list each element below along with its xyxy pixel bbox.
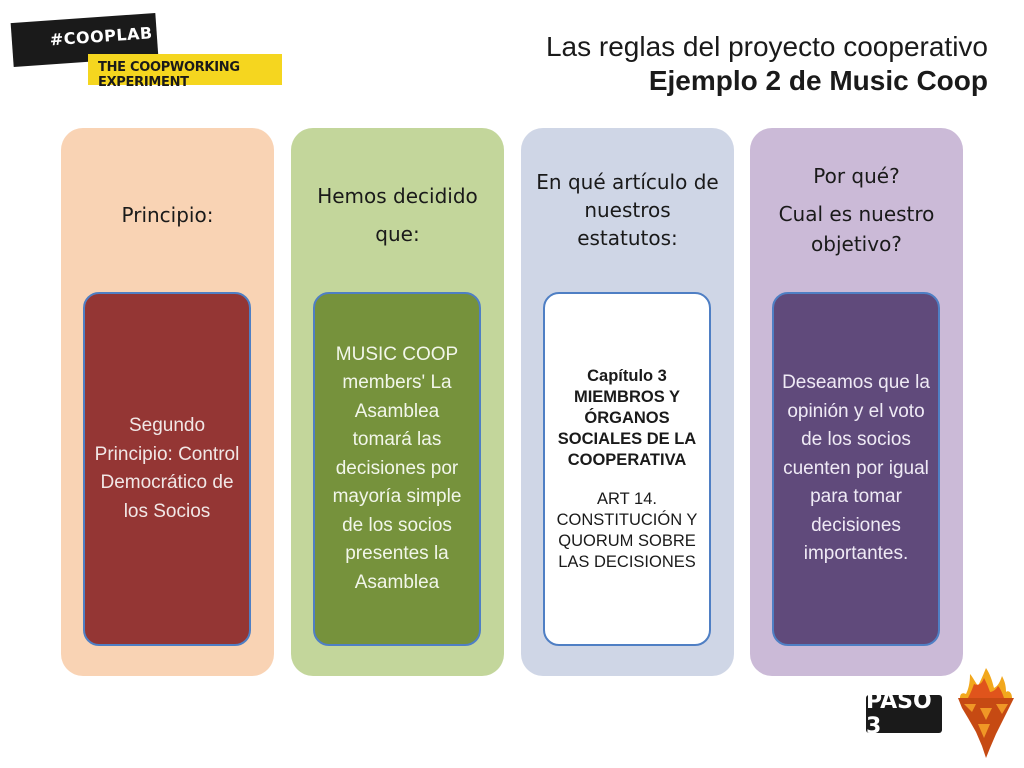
title-line-1: Las reglas del proyecto cooperativo <box>545 31 988 62</box>
column-heading <box>531 168 724 252</box>
floating-island-icon <box>956 664 1016 760</box>
title-line-2: Ejemplo 2 de Music Coop <box>648 65 988 96</box>
heading-line: En qué artículo de nuestros estatutos: <box>536 170 719 250</box>
column-body-box <box>772 292 940 646</box>
column-body-text: Deseamos que la opinión y el voto de los socios cuenten por igual para tomar decisiones importantes. <box>782 372 930 565</box>
heading-line: Por qué? <box>813 164 900 188</box>
column-body-text: Segundo Principio: Control Democrático de los Socios <box>94 415 240 522</box>
column-heading <box>756 161 957 259</box>
column-body-box <box>543 292 711 646</box>
chapter-text: Capítulo 3 MIEMBROS Y ÓRGANOS SOCIALES DE LA COOPERATIVA <box>557 366 697 469</box>
column-heading <box>297 177 498 253</box>
step-badge-label: PASO 3 <box>866 689 932 739</box>
column-body-box <box>83 292 251 646</box>
column-body-box <box>313 292 481 646</box>
logo-subtitle-box <box>88 54 282 90</box>
column-heading <box>67 200 268 230</box>
column-body-text: MUSIC COOP members' La Asamblea tomará las decisiones por mayoría simple de los socios presentes la Asamblea <box>332 343 462 593</box>
column-decision <box>291 128 504 676</box>
heading-line: Hemos decidido <box>317 184 478 208</box>
column-principio <box>61 128 274 676</box>
heading-line: que: <box>375 222 420 246</box>
step-badge <box>866 689 942 739</box>
column-objetivo <box>750 128 963 676</box>
article-text: ART 14. CONSTITUCIÓN Y QUORUM SOBRE LAS DECISIONES <box>556 489 698 571</box>
logo-tag: #COOPLAB <box>49 23 154 50</box>
heading-line: Cual es nuestro objetivo? <box>778 202 935 256</box>
logo-subtitle: THE COOPWORKING EXPERIMENT <box>98 60 240 90</box>
slide-title <box>546 30 988 98</box>
column-articulo <box>521 128 734 676</box>
heading-line: Principio: <box>121 203 214 227</box>
